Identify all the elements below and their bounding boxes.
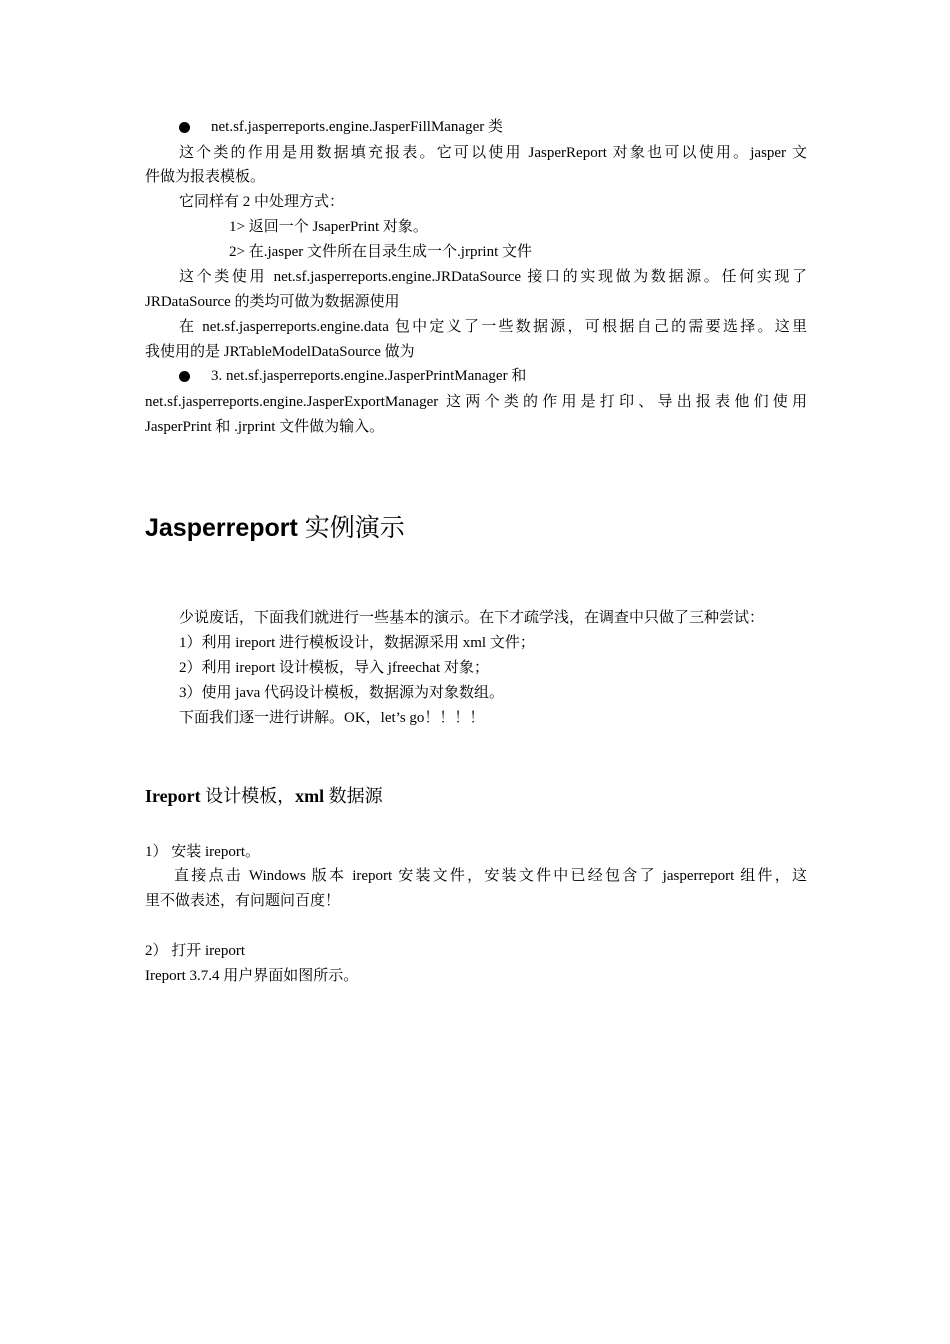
subsection-heading-ireport bbox=[145, 784, 383, 808]
paragraph-data-package-line1: 在 net.sf.jasperreports.engine.data 包中定义了一些数据源，可根据自己的需要选择。这里 bbox=[179, 319, 807, 335]
heading-latin: Jasperreport bbox=[145, 514, 298, 542]
heading-text-1: 设计模板， bbox=[200, 786, 296, 806]
section-heading-demo bbox=[145, 512, 405, 544]
list-item: 2）利用 ireport 设计模板，导入 jfreechat 对象； bbox=[179, 660, 489, 676]
step-2: 2） 打开 ireport bbox=[145, 943, 245, 959]
bullet-print-manager: 3. net.sf.jasperreports.engine.JasperPrintManager 和 bbox=[211, 368, 527, 384]
step-1-description-line2: 里不做表述，有问题问百度！ bbox=[145, 893, 341, 909]
heading-text-2: 数据源 bbox=[324, 786, 383, 806]
option-2: 2> 在.jasper 文件所在目录生成一个.jrprint 文件 bbox=[229, 244, 533, 260]
list-item: 3）使用 java 代码设计模板，数据源为对象数组。 bbox=[179, 685, 504, 701]
heading-bold-ireport: Ireport bbox=[145, 786, 201, 806]
paragraph-datasource-line2: JRDataSource 的类均可做为数据源使用 bbox=[145, 294, 400, 310]
step-1-description-line1: 直接点击 Windows 版本 ireport 安装文件，安装文件中已经包含了 jasperreport 组件，这 bbox=[174, 868, 807, 884]
paragraph-methods: 它同样有 2 中处理方式： bbox=[179, 194, 345, 210]
paragraph-datasource-line1: 这个类使用 net.sf.jasperreports.engine.JRDataSource 接口的实现做为数据源。任何实现了 bbox=[179, 269, 807, 285]
bullet-icon bbox=[179, 371, 190, 382]
heading-cjk: 实例演示 bbox=[297, 514, 405, 542]
paragraph-fill-manager-line2: 件做为报表模板。 bbox=[145, 169, 266, 185]
outro-paragraph: 下面我们逐一进行讲解。OK，let’s go！！！！ bbox=[179, 710, 485, 726]
intro-paragraph: 少说废话，下面我们就进行一些基本的演示。在下才疏学浅，在调查中只做了三种尝试： bbox=[179, 610, 765, 626]
bullet-icon bbox=[179, 122, 190, 133]
paragraph-data-package-line2: 我使用的是 JRTableModelDataSource 做为 bbox=[145, 344, 415, 360]
option-1: 1> 返回一个 JsaperPrint 对象。 bbox=[229, 219, 428, 235]
list-item: 1）利用 ireport 进行模板设计，数据源采用 xml 文件； bbox=[179, 635, 535, 651]
step-2-description: Ireport 3.7.4 用户界面如图所示。 bbox=[145, 968, 359, 984]
bullet-fill-manager: net.sf.jasperreports.engine.JasperFillManager 类 bbox=[211, 119, 503, 135]
paragraph-export-line1: net.sf.jasperreports.engine.JasperExportManager 这两个类的作用是打印、导出报表他们使用 bbox=[145, 394, 807, 410]
heading-bold-xml: xml bbox=[295, 786, 325, 806]
step-1: 1） 安装 ireport。 bbox=[145, 844, 260, 860]
paragraph-fill-manager-line1: 这个类的作用是用数据填充报表。它可以使用 JasperReport 对象也可以使用。jasper 文 bbox=[179, 145, 807, 161]
paragraph-export-line2: JasperPrint 和 .jrprint 文件做为输入。 bbox=[145, 419, 385, 435]
